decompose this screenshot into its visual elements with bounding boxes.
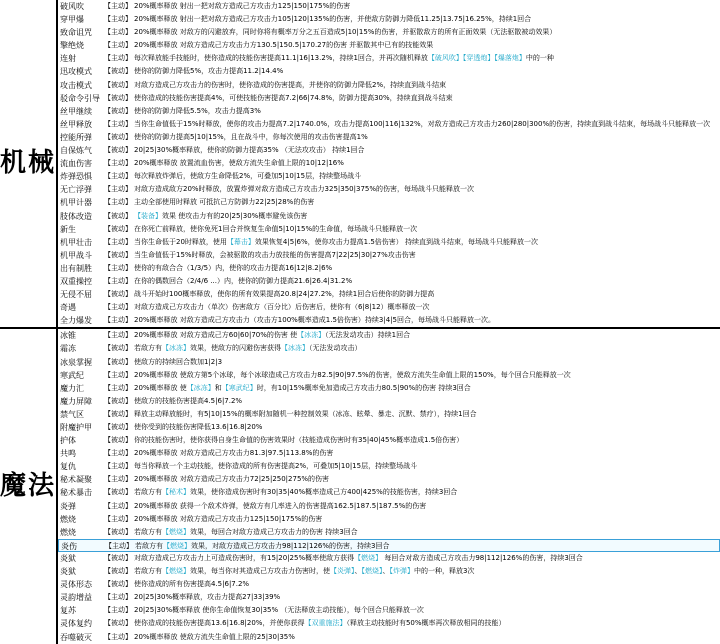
skill-description: 每次释放能手技能时，使你造成的技能伤害提高11.1|16|13.2%，持续1回合，并再次随机释放【破风吹】【穿透炮】【爆落炮】中的一种	[134, 54, 554, 63]
skill-type-tag: 【被动】	[104, 436, 132, 445]
skill-name: 机甲壮击	[60, 237, 92, 247]
skill-name: 穿甲爆	[60, 15, 84, 25]
rows-mechanical	[58, 0, 720, 327]
table-row	[58, 565, 720, 578]
skill-description: 当你生命低于20时释放，使用【幕击】效果恢复4|5|6%，使你攻击力提高1.5倍伤害） 持续直到战斗结束，每场战斗只能释放一次	[134, 237, 539, 246]
skill-type-tag: 【主动】	[104, 632, 132, 641]
skill-description: 20%概率释放 对敌方造成己方60|60|70%的伤害 使【冰冻】（无法发动攻击）持续1回合	[134, 331, 411, 340]
skill-name: 双重操控	[60, 276, 92, 286]
skill-name: 机甲战斗	[60, 250, 92, 260]
skill-type-tag: 【被动】	[104, 211, 132, 220]
skill-description: 使敌方的技能伤害提高4.5|6|7.2%	[134, 396, 243, 405]
skill-description: 释放主动释放能时，有5|10|15%的概率附加随机一种控制效果（冰冻、眩晕、暴走、沉默、禁疗），持续1回合	[134, 409, 477, 418]
skill-description: 对敌方造成敌方20%时释放，放置炸弹对敌方造成己方攻击力325|350|375%的伤害，每场战斗只能释放一次	[134, 185, 475, 194]
skill-type-tag: 【被动】	[104, 67, 132, 76]
category-label: 机械	[0, 147, 57, 178]
skill-type-tag: 【被动】	[104, 409, 132, 418]
table-row	[58, 342, 720, 355]
skill-description: 当你生命值低于15%时释放，使你的攻击力提高7.2|1740.0%，攻击力提高100|116|132%，对敌方造成己方攻击力260|280|300%的伤害，持续直到战斗结束，每场战斗只能释放一次	[134, 119, 711, 128]
skill-name: 肢体改造	[60, 211, 92, 221]
skill-type-tag: 【主动】	[104, 383, 132, 392]
table-row	[58, 170, 720, 183]
skill-description: 使你的防御力提高5|10|15%，且在战斗中，你每次使用的攻击伤害提高1%	[134, 132, 368, 141]
skill-description: 每次释放炸弹后，使敌方生命降低2%，可叠加5|10|15层，持续整场战斗	[134, 172, 362, 181]
skill-name: 出有制胜	[60, 263, 92, 273]
skill-name: 破风吹	[60, 2, 84, 11]
skill-type-tag: 【被动】	[104, 106, 132, 115]
table-row	[58, 421, 720, 434]
skill-description: 对敌方造成己方攻击力（单次）伤害敌方（百分比）后伤害后，使你有（6|8|12）概率释放一次	[134, 303, 430, 312]
skill-name: 霜冻	[60, 344, 76, 354]
table-row	[58, 631, 720, 644]
skill-description: 若敌方有【冰冻】效果，使敌方的闪避伤害获得【冰冻】（无法发动攻击）	[134, 344, 362, 353]
skill-name: 炎弹	[60, 501, 76, 511]
skill-name: 无亡浮弹	[60, 185, 92, 195]
skill-name: 新生	[60, 224, 76, 234]
skill-type-tag: 【主动】	[104, 159, 132, 168]
table-row	[58, 314, 720, 327]
skill-description: 主动全部使用时释放 可抵抗己方防御力22|25|28%的伤害	[134, 198, 315, 207]
skill-name: 无侵不屈	[60, 290, 92, 300]
skill-name: 魔力汇	[60, 383, 84, 393]
skill-type-tag: 【主动】	[104, 593, 132, 602]
skill-description: 使你造成的技能伤害提高4%，可使技能伤害提高7.2|66|74.8%，防御力提高30%，持续直到战斗结束	[134, 93, 453, 102]
skill-description: 对敌方造成己方攻击力的伤害时，使你造成的伤害提高，并使你的防御力降低2%，持续直到战斗结束	[134, 80, 447, 89]
skill-type-tag: 【主动】	[104, 475, 132, 484]
skill-description: 20%概率释放 对敌方造成己方攻击力125|150|175%的伤害	[134, 514, 323, 523]
skill-name: 奇遇	[60, 303, 76, 313]
skill-name: 燃烧	[60, 527, 76, 537]
skill-type-tag: 【被动】	[104, 224, 132, 233]
category-cell-magic	[0, 329, 58, 643]
skill-type-tag: 【被动】	[104, 423, 132, 431]
skill-description: 使你受到的技能伤害降低13.6|16.8|20%	[134, 423, 263, 431]
table-row	[58, 382, 720, 395]
skill-description: 若敌方有【燃烧】效果，对敌方造成己方攻击力98|112|126%的伤害，持续3回合	[135, 541, 390, 550]
table-row	[58, 526, 720, 539]
table-row	[58, 460, 720, 473]
skill-description: 20|25|30%概率释放，攻击力提高27|33|39%	[134, 593, 281, 602]
table-row	[58, 369, 720, 382]
skill-name: 自保炼气	[60, 146, 92, 156]
table-row	[58, 144, 720, 157]
skill-type-tag: 【主动】	[104, 2, 132, 10]
skill-name: 附魔护甲	[60, 423, 92, 432]
table-row	[58, 157, 720, 170]
section-magic	[0, 329, 720, 643]
table-row	[58, 262, 720, 275]
skill-description: 20|25|30%概率释放 使你生命值恢复30|35% （无法释放主动技能），每个回合只能释放一次	[134, 606, 424, 615]
table-row	[58, 196, 720, 209]
skill-type-tag: 【被动】	[104, 396, 132, 405]
table-row	[58, 434, 720, 447]
skill-type-tag: 【主动】	[104, 237, 132, 246]
skill-description: 【装备】效果 使攻击力有的20|25|30%概率避免该伤害	[134, 211, 308, 220]
skill-name: 护体	[60, 436, 76, 446]
skill-type-tag: 【主动】	[105, 541, 133, 550]
skill-description: 20%概率释放 射出一把对敌方造成己方攻击力105|120|135%的伤害，并使敌方防御力降低11.25|13.75|16.25%，持续1回合	[134, 15, 532, 24]
skill-name: 冰锥	[60, 331, 76, 341]
skill-name: 驳命令引导	[60, 93, 100, 103]
skill-description: 若敌方有【燃烧】效果，每回合对敌方造成己方攻击力的伤害 持续3回合	[134, 527, 358, 536]
skill-type-tag: 【主动】	[104, 303, 132, 312]
table-row	[58, 591, 720, 604]
table-row	[58, 552, 720, 565]
table-row	[58, 617, 720, 630]
skill-name: 丝甲释放	[60, 119, 92, 129]
skill-description: 使敌方的持续回合数加1|2|3	[134, 357, 223, 366]
skill-name: 复仇	[60, 462, 76, 472]
skill-name: 攻击模式	[60, 80, 92, 90]
skill-type-tag: 【被动】	[104, 567, 132, 576]
skill-description: 使你造成的所有伤害提高4.5|6|7.2%	[134, 580, 250, 589]
table-row	[58, 249, 720, 262]
skill-description: 20%概率释放 放置流血伤害，使敌方流失生命值上限的10|12|16%	[134, 159, 344, 168]
skill-name: 丝甲继续	[60, 106, 92, 116]
skill-name: 灵韵增益	[60, 593, 92, 603]
skill-description: 若敌方有【燃烧】效果，每当你对其造成己方攻击力伤害时，使【炎弹】、【燃烧】、【炸弹】中的一种，释放3次	[134, 567, 475, 576]
table-row	[58, 131, 720, 144]
skill-type-tag: 【被动】	[104, 93, 132, 102]
table-row	[58, 539, 720, 552]
skill-description: 对敌方造成己方攻击力上可造成伤害时，有15|20|25%概率使敌方获得【燃烧】 每回合对敌方造成己方攻击力98|112|126%的伤害，持续3回合	[134, 553, 583, 562]
skill-type-tag: 【主动】	[104, 15, 132, 24]
skill-type-tag: 【被动】	[104, 580, 132, 589]
skill-name: 控能所弹	[60, 132, 92, 142]
skill-name: 吞噬破灭	[60, 632, 92, 642]
skill-name: 炎伤	[61, 541, 77, 551]
table-row	[58, 578, 720, 591]
skill-type-tag: 【主动】	[104, 54, 132, 63]
table-row	[58, 92, 720, 105]
skill-name: 灵体形态	[60, 580, 92, 590]
skill-description: 20%概率释放 射出一把对敌方造成己方攻击力125|150|175%的伤害	[134, 2, 351, 10]
skill-description: 20%概率释放 使敌方流失生命值上限的25|30|35%	[134, 632, 295, 641]
table-row	[58, 395, 720, 408]
skill-description: 20%概率释放 获得一个敌术炸弹，使敌方有几率进入的伤害提高162.5|187.5|187.5%的伤害	[134, 501, 427, 510]
table-row	[58, 39, 720, 52]
table-row	[58, 301, 720, 314]
skill-name: 流血伤害	[60, 159, 92, 169]
table-row	[58, 604, 720, 617]
table-row	[58, 408, 720, 421]
table-row	[58, 0, 720, 13]
skill-type-tag: 【主动】	[104, 316, 132, 325]
skill-name: 擎绝烧	[60, 41, 84, 51]
table-row	[58, 288, 720, 301]
skill-description: 当生命值低于15%时释放，会被驱散的攻击力放技能的伤害提高7|22|25|30|27%攻击伤害	[134, 250, 416, 259]
skill-description: 使你的防御力降低5.5%，攻击力提高3%	[134, 106, 261, 115]
skill-description: 战斗开始时100概率释放，使你的所有效果提高20.8|24|27.2%，持续1回合后使你的防御力提高	[134, 290, 435, 299]
skill-type-tag: 【主动】	[104, 370, 132, 379]
skill-description: 在你的偶数回合（2/4/6 ...）内，使你的防御力提高21.6|26.4|31.2%	[134, 276, 353, 285]
table-row	[58, 500, 720, 513]
skill-name: 寒武纪	[60, 370, 84, 380]
skill-description: 20%概率释放 使敌方第5个冰球，每个冰球造成己方攻击力82.5|90|97.5%的伤害，使敌方流失生命值上限的150%，每个回合只能释放一次	[134, 370, 571, 379]
skill-name: 全力爆发	[60, 316, 92, 326]
skill-type-tag: 【被动】	[104, 527, 132, 536]
skill-type-tag: 【被动】	[104, 619, 132, 628]
table-row	[58, 52, 720, 65]
skill-type-tag: 【主动】	[104, 331, 132, 340]
skill-type-tag: 【主动】	[104, 263, 132, 272]
skill-description: 20%概率释放 使【冰冻】和【寒武纪】时，有10|15%概率免加造成己方攻击力80.5|90%的伤害 持续3回合	[134, 383, 471, 392]
skill-name: 炎狱	[60, 567, 76, 577]
table-row	[58, 118, 720, 131]
skill-type-tag: 【被动】	[104, 80, 132, 89]
table-row	[58, 223, 720, 236]
skill-type-tag: 【被动】	[104, 132, 132, 141]
table-row	[58, 236, 720, 249]
skill-type-tag: 【主动】	[104, 172, 132, 181]
table-row	[58, 447, 720, 460]
table-row	[58, 65, 720, 78]
table-row	[58, 356, 720, 369]
skill-description: 使你造成的技能伤害提高13.6|16.8|20%，并使你获得【双重施法】（释放主动技能时有50%概率再次释放相同的技能）	[134, 619, 506, 628]
table-row	[58, 275, 720, 288]
skill-type-tag: 【被动】	[104, 357, 132, 366]
skill-name: 复苏	[60, 606, 76, 616]
skill-name: 禁气区	[60, 409, 84, 419]
skill-type-tag: 【主动】	[104, 185, 132, 194]
table-row	[58, 473, 720, 486]
skill-name: 秘术凝聚	[60, 475, 92, 485]
skill-type-tag: 【被动】	[104, 344, 132, 353]
skill-description: 你的技能伤害时，使你获得自身生命值的伤害效果时（技能造成伤害时有35|40|45%概率造成1.5倍伤害）	[134, 436, 464, 445]
skill-type-tag: 【主动】	[104, 28, 132, 37]
skill-type-tag: 【被动】	[104, 250, 132, 259]
skill-type-tag: 【主动】	[104, 501, 132, 510]
skill-name: 灵体复约	[60, 619, 92, 629]
skill-description: 20%概率释放 对敌方的闪避放弃，同时你将有概率万分之五百造成5|10|15%的伤害，并驱散敌方的所有正面效果（无法驱散被动效果）	[134, 28, 557, 37]
skill-type-tag: 【被动】	[104, 290, 132, 299]
skill-name: 魔力屏障	[60, 396, 92, 406]
skill-description: 使你的有敌合合（1/3/5）内，使你的攻击力提高16|12|8.2|6%	[134, 263, 333, 272]
category-label: 魔法	[0, 470, 57, 501]
skill-name: 秘术暴击	[60, 488, 92, 498]
category-cell-mechanical	[0, 0, 58, 327]
skill-type-tag: 【主动】	[104, 119, 132, 128]
skill-description: 20%概率释放 对敌方造成己方攻击力81.3|97.5|113.8%的伤害	[134, 449, 334, 458]
table-row	[58, 329, 720, 342]
rows-magic	[58, 329, 720, 643]
skill-name: 致命诅咒	[60, 28, 92, 38]
skill-description: 每当你释放一个主动技能，使你造成的所有伤害提高2%，可叠加5|10|15层，持续整场战斗	[134, 462, 418, 471]
skill-type-tag: 【主动】	[104, 276, 132, 285]
skill-type-tag: 【主动】	[104, 462, 132, 471]
skill-type-tag: 【主动】	[104, 198, 132, 207]
table-row	[58, 210, 720, 223]
skill-name: 炎狱	[60, 553, 76, 563]
skill-description: 20%概率释放 对敌方造成己方攻击力72|25|250|275%的伤害	[134, 475, 330, 484]
skill-description: 20|25|30%概率释放，使你的防御力提高35% （无法攻攻击） 持续1回合	[134, 146, 365, 155]
skill-type-tag: 【主动】	[104, 514, 132, 523]
skill-type-tag: 【主动】	[104, 606, 132, 615]
skill-name: 迅攻模式	[60, 67, 92, 77]
skill-name: 炸弹恐惧	[60, 172, 92, 182]
table-row	[58, 105, 720, 118]
skill-name: 燃烧	[60, 514, 76, 524]
skill-description: 在你死亡前释放，使你免死1回合并恢复生命值5|10|15%的生命值，每场战斗只能释放一次	[134, 224, 418, 233]
skill-description: 20%概率释放 对敌方造成己方攻击力方130.5|150.5|170.27的伤害 并驱散其中已有的技能效果	[134, 41, 434, 50]
skill-description: 使你的防御力降低5%，攻击力提高11.2|14.4%	[134, 67, 284, 76]
skill-name: 冰泉掌握	[60, 357, 92, 367]
table-row	[58, 183, 720, 196]
skill-type-tag: 【被动】	[104, 146, 132, 155]
skill-name: 机甲计器	[60, 198, 92, 208]
table-row	[58, 486, 720, 499]
table-row	[58, 13, 720, 26]
skill-name: 共鸣	[60, 449, 76, 459]
skill-type-tag: 【主动】	[104, 449, 132, 458]
skill-type-tag: 【被动】	[104, 488, 132, 497]
skill-name: 连射	[60, 54, 76, 64]
skill-description: 20%概率释放 对敌方造成己方攻击力（攻击方100%概率造成1.5倍伤害）持续3|4|5回合，每场战斗只能释放一次。	[134, 316, 496, 325]
table-row	[58, 513, 720, 526]
skill-type-tag: 【被动】	[104, 553, 132, 562]
skill-description: 若敌方有【秘术】效果，使你造成伤害时有30|35|40%概率造成己方400|425%的技能伤害，持续3回合	[134, 488, 458, 497]
table-row	[58, 26, 720, 39]
table-row	[58, 79, 720, 92]
skill-type-tag: 【主动】	[104, 41, 132, 50]
